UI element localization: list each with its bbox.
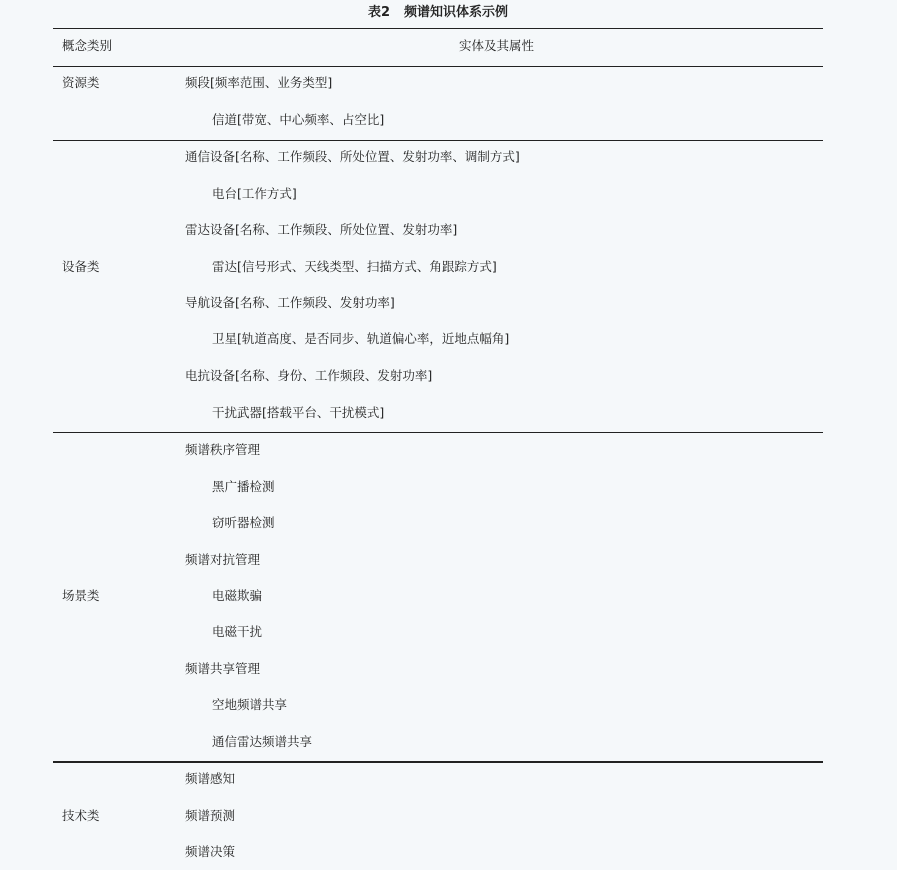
- header-category-label: 概念类别: [62, 38, 113, 53]
- entity-row: 通信设备[名称、工作频段、所处位置、发射功率、调制方式]: [185, 149, 520, 164]
- entity-row: 雷达[信号形式、天线类型、扫描方式、角跟踪方式]: [212, 259, 497, 274]
- entity-row: 电磁干扰: [212, 624, 263, 639]
- entity-row: 信道[带宽、中心频率、占空比]: [212, 112, 385, 127]
- caption-title: 频谱知识体系示例: [404, 5, 509, 20]
- table-caption: [53, 4, 823, 22]
- entity-row: 电台[工作方式]: [212, 186, 297, 201]
- header-entity-label: 实体及其属性: [459, 38, 535, 53]
- category-scenario: 场景类: [62, 588, 100, 603]
- entity-row: 电磁欺骗: [212, 588, 263, 603]
- entity-row: 雷达设备[名称、工作频段、所处位置、发射功率]: [185, 222, 458, 237]
- category-equipment: 设备类: [62, 259, 100, 274]
- category-resource: 资源类: [62, 75, 100, 90]
- entity-row: 窃听器检测: [212, 515, 275, 530]
- entity-row: 导航设备[名称、工作频段、发射功率]: [185, 295, 395, 310]
- entity-row: 频谱秩序管理: [185, 442, 261, 457]
- category-technology: 技术类: [62, 808, 100, 823]
- entity-row: 通信雷达频谱共享: [212, 734, 313, 749]
- entity-row: 黑广播检测: [212, 479, 275, 494]
- entity-row: 频谱共享管理: [185, 661, 261, 676]
- entity-row: 电抗设备[名称、身份、工作频段、发射功率]: [185, 368, 433, 383]
- entity-row: 频谱对抗管理: [185, 552, 261, 567]
- entity-row: 频谱预测: [185, 808, 236, 823]
- entity-row: 频谱决策: [185, 844, 236, 859]
- entity-row: 干扰武器[搭载平台、干扰模式]: [212, 405, 385, 420]
- group-rule: [53, 432, 823, 433]
- top-rule: [53, 28, 823, 29]
- entity-row: 频段[频率范围、业务类型]: [185, 75, 333, 90]
- caption-number: 表2: [367, 5, 391, 20]
- group-rule: [53, 140, 823, 141]
- entity-row: 空地频谱共享: [212, 697, 288, 712]
- entity-row: 卫星[轨道高度、是否同步、轨道偏心率，近地点幅角]: [212, 331, 510, 346]
- entity-row: 频谱感知: [185, 771, 236, 786]
- header-rule: [53, 66, 823, 67]
- group-rule-thick: [53, 761, 823, 763]
